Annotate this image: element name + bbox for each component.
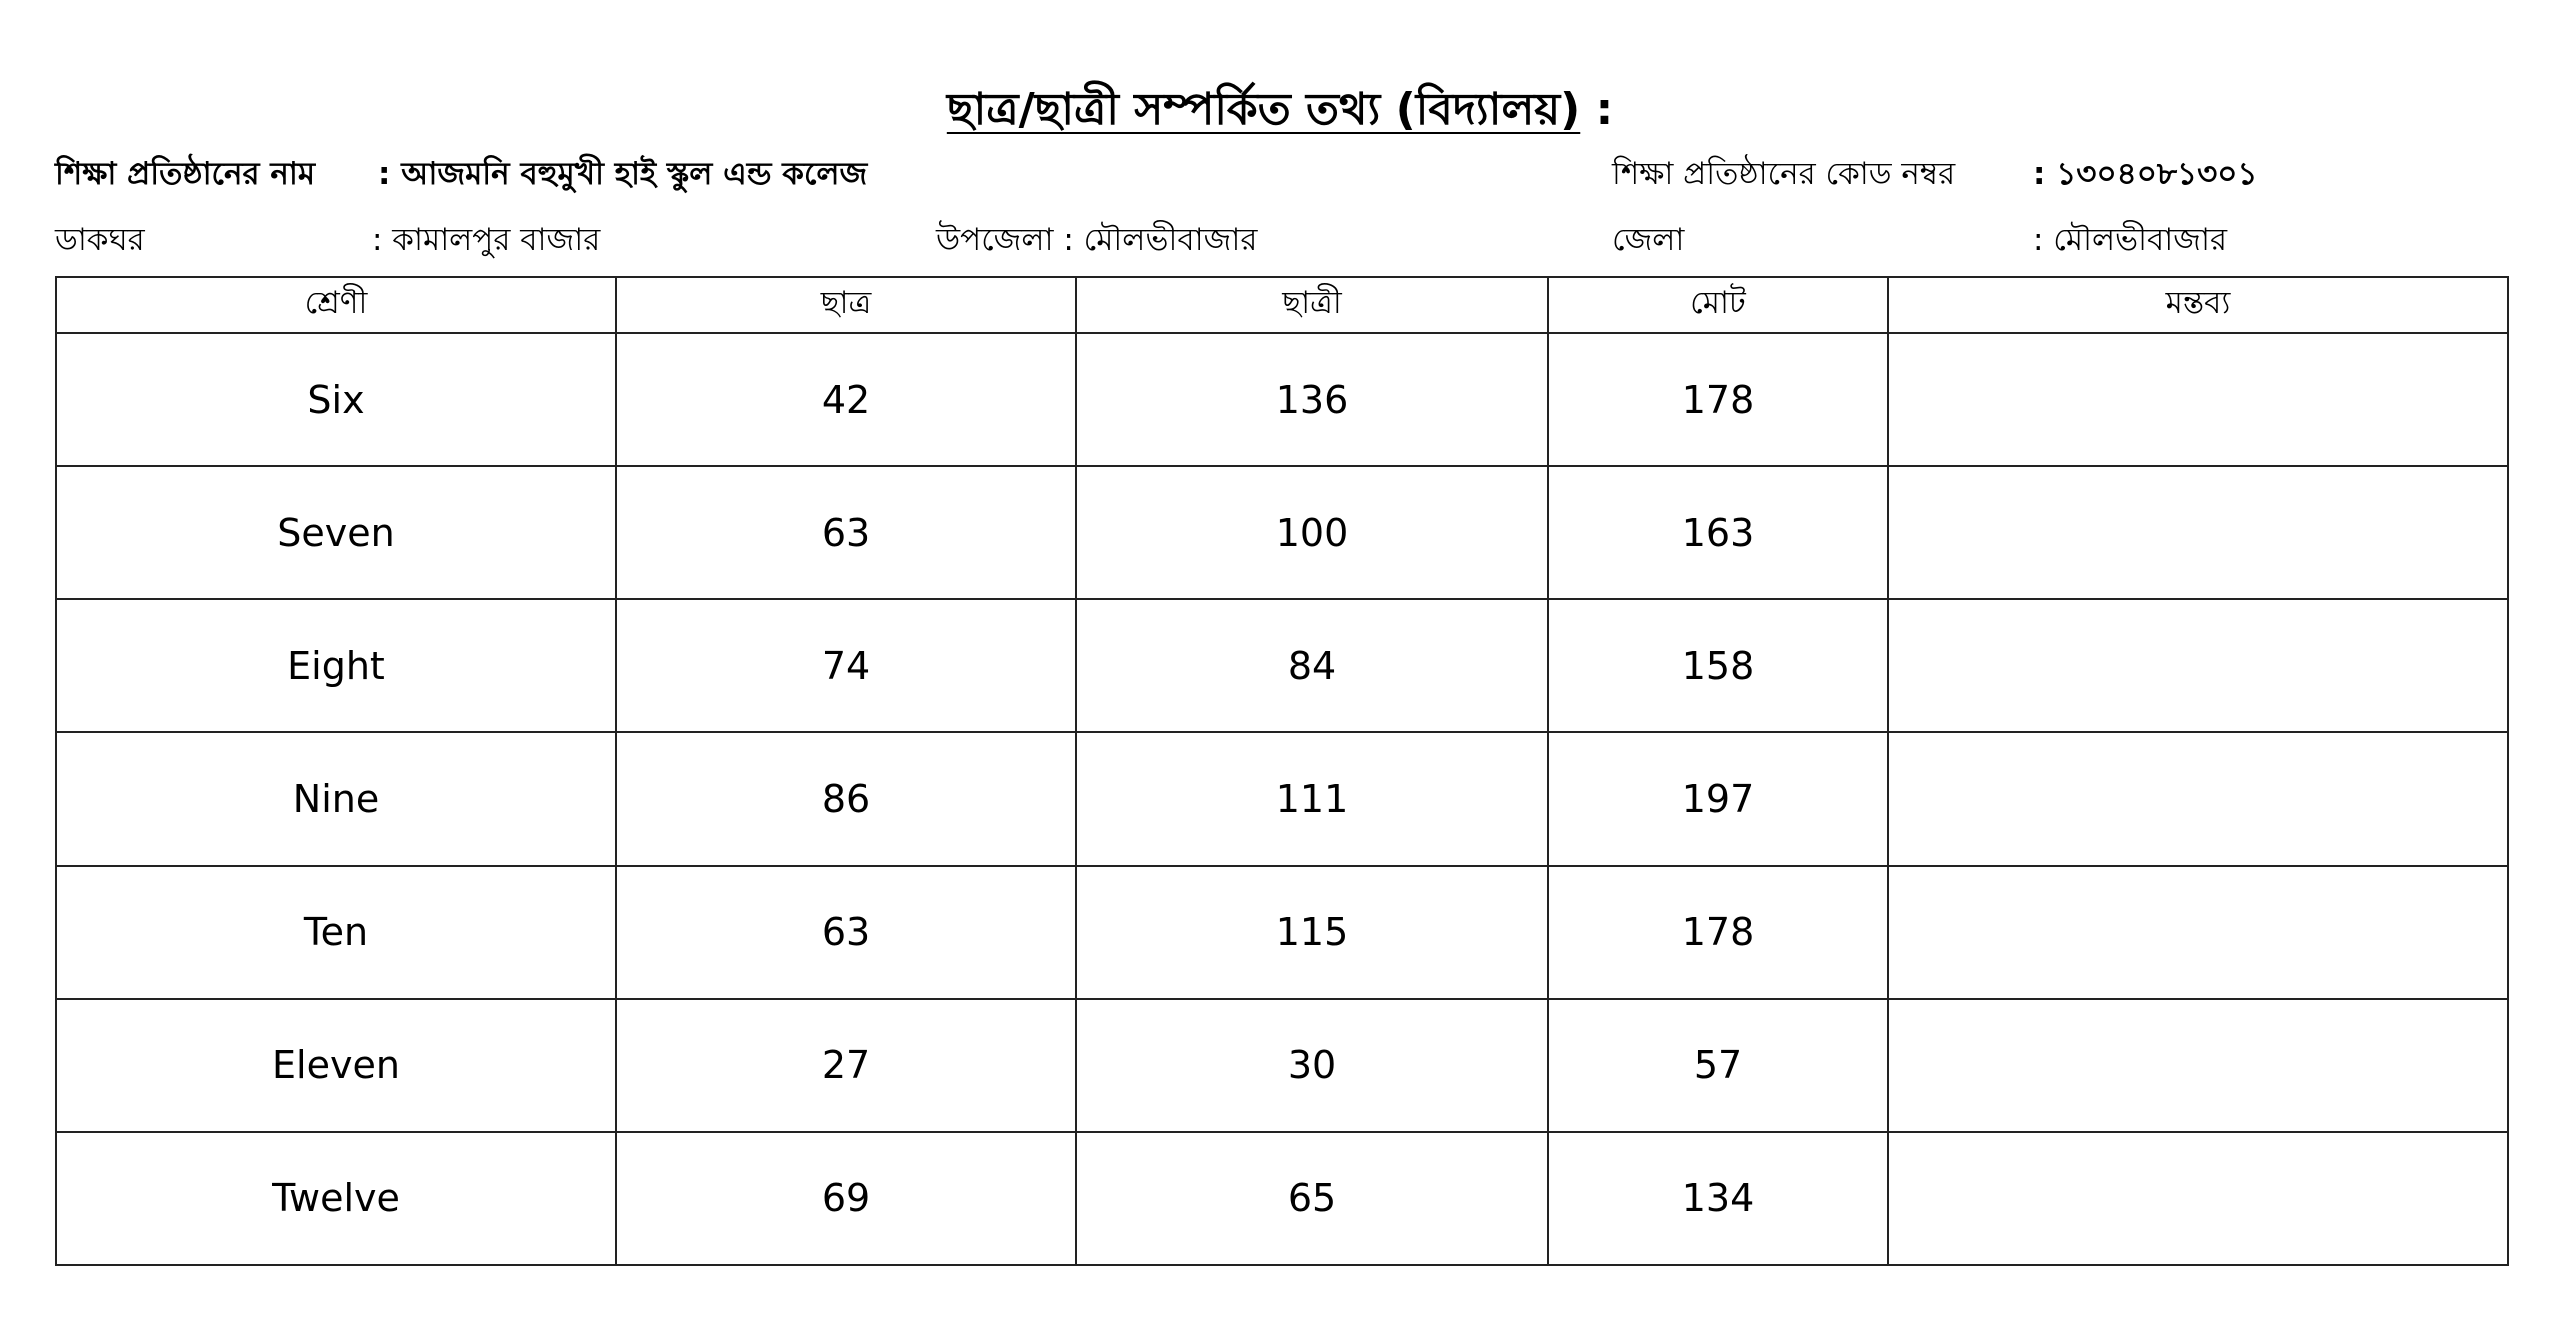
- header-class: শ্রেণী: [56, 277, 616, 333]
- boys-cell: 63: [616, 866, 1076, 999]
- remarks-cell: [1888, 466, 2508, 599]
- upazila-text: উপজেলা : মৌলভীবাজার: [936, 222, 1258, 258]
- table-row: [56, 866, 2508, 999]
- total-cell: 197: [1548, 732, 1888, 865]
- table-row: [56, 1132, 2508, 1265]
- page-title-text: ছাত্র/ছাত্রী সম্পর্কিত তথ্য (বিদ্যালয়): [946, 84, 1581, 135]
- boys-cell: 86: [616, 732, 1076, 865]
- class-cell: Eleven: [56, 999, 616, 1132]
- table-row: [56, 466, 2508, 599]
- post-office-value: : কামালপুর বাজার: [372, 222, 601, 258]
- girls-cell: 115: [1076, 866, 1548, 999]
- district-label: জেলা: [1612, 222, 1685, 258]
- institution-code-label: শিক্ষা প্রতিষ্ঠানের কোড নম্বর: [1612, 156, 1956, 192]
- remarks-cell: [1888, 599, 2508, 732]
- header-girls: ছাত্রী: [1076, 277, 1548, 333]
- remarks-cell: [1888, 333, 2508, 466]
- boys-cell: 42: [616, 333, 1076, 466]
- boys-cell: 27: [616, 999, 1076, 1132]
- table-row: [56, 732, 2508, 865]
- header-total: মোট: [1548, 277, 1888, 333]
- class-cell: Nine: [56, 732, 616, 865]
- class-cell: Eight: [56, 599, 616, 732]
- girls-cell: 65: [1076, 1132, 1548, 1265]
- remarks-cell: [1888, 866, 2508, 999]
- remarks-cell: [1888, 999, 2508, 1132]
- girls-cell: 30: [1076, 999, 1548, 1132]
- total-cell: 158: [1548, 599, 1888, 732]
- page-title-suffix: :: [1580, 84, 1614, 135]
- institution-name-label: শিক্ষা প্রতিষ্ঠানের নাম: [55, 156, 316, 192]
- institution-name-value: : আজমনি বহুমুখী হাই স্কুল এন্ড কলেজ: [378, 156, 868, 192]
- boys-cell: 63: [616, 466, 1076, 599]
- header-boys: ছাত্র: [616, 277, 1076, 333]
- table-row: [56, 999, 2508, 1132]
- class-cell: Six: [56, 333, 616, 466]
- boys-cell: 69: [616, 1132, 1076, 1265]
- student-info-table: [55, 276, 2509, 1266]
- table-row: [56, 333, 2508, 466]
- girls-cell: 84: [1076, 599, 1548, 732]
- class-cell: Ten: [56, 866, 616, 999]
- total-cell: 57: [1548, 999, 1888, 1132]
- total-cell: 178: [1548, 866, 1888, 999]
- total-cell: 134: [1548, 1132, 1888, 1265]
- boys-cell: 74: [616, 599, 1076, 732]
- total-cell: 178: [1548, 333, 1888, 466]
- girls-cell: 111: [1076, 732, 1548, 865]
- table-row: [56, 599, 2508, 732]
- girls-cell: 100: [1076, 466, 1548, 599]
- header-remarks: মন্তব্য: [1888, 277, 2508, 333]
- district-value: : মৌলভীবাজার: [2033, 222, 2228, 258]
- class-cell: Seven: [56, 466, 616, 599]
- total-cell: 163: [1548, 466, 1888, 599]
- institution-code-value: : ১৩০৪০৮১৩০১: [2033, 156, 2258, 192]
- class-cell: Twelve: [56, 1132, 616, 1265]
- page-title: [0, 80, 2560, 140]
- post-office-label: ডাকঘর: [55, 222, 145, 258]
- girls-cell: 136: [1076, 333, 1548, 466]
- table-header-row: [56, 277, 2508, 333]
- remarks-cell: [1888, 1132, 2508, 1265]
- remarks-cell: [1888, 732, 2508, 865]
